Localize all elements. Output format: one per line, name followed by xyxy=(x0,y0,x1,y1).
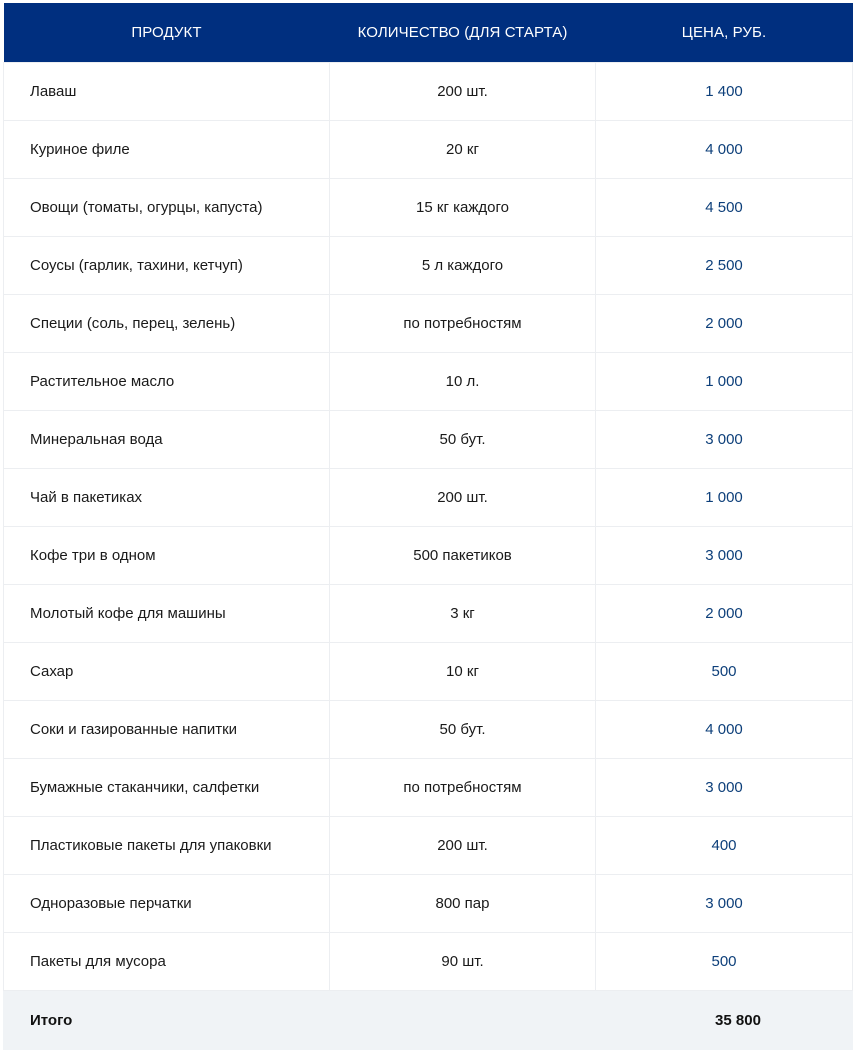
product-cell: Молотый кофе для машины xyxy=(4,585,330,643)
quantity-cell: 200 шт. xyxy=(330,469,596,527)
table-row xyxy=(4,63,853,121)
table-row xyxy=(4,643,853,701)
total-value: 35 800 xyxy=(596,991,853,1050)
table-row xyxy=(4,121,853,179)
quantity-cell: 200 шт. xyxy=(330,817,596,875)
quantity-cell: 5 л каждого xyxy=(330,237,596,295)
product-cell: Пластиковые пакеты для упаковки xyxy=(4,817,330,875)
product-cell: Специи (соль, перец, зелень) xyxy=(4,295,330,353)
price-cell: 3 000 xyxy=(596,875,853,933)
quantity-cell: по потребностям xyxy=(330,759,596,817)
price-cell: 3 000 xyxy=(596,411,853,469)
total-row xyxy=(4,991,853,1050)
table-row xyxy=(4,179,853,237)
table-body xyxy=(4,63,853,1050)
total-label: Итого xyxy=(4,991,330,1050)
price-cell: 4 500 xyxy=(596,179,853,237)
price-cell: 500 xyxy=(596,643,853,701)
price-cell: 1 000 xyxy=(596,353,853,411)
startup-costs-table xyxy=(3,3,853,1050)
product-cell: Куриное филе xyxy=(4,121,330,179)
price-cell: 2 000 xyxy=(596,295,853,353)
price-cell: 500 xyxy=(596,933,853,991)
product-cell: Овощи (томаты, огурцы, капуста) xyxy=(4,179,330,237)
product-cell: Пакеты для мусора xyxy=(4,933,330,991)
price-cell: 1 000 xyxy=(596,469,853,527)
price-cell: 4 000 xyxy=(596,121,853,179)
price-cell: 400 xyxy=(596,817,853,875)
product-cell: Минеральная вода xyxy=(4,411,330,469)
header-row xyxy=(4,3,853,63)
table-row xyxy=(4,875,853,933)
table-row xyxy=(4,933,853,991)
quantity-cell: 90 шт. xyxy=(330,933,596,991)
quantity-cell: 10 кг xyxy=(330,643,596,701)
quantity-cell: 15 кг каждого xyxy=(330,179,596,237)
quantity-cell: 500 пакетиков xyxy=(330,527,596,585)
quantity-cell: 200 шт. xyxy=(330,63,596,121)
table-row xyxy=(4,411,853,469)
table-row xyxy=(4,527,853,585)
table-row xyxy=(4,353,853,411)
price-cell: 3 000 xyxy=(596,527,853,585)
table-row xyxy=(4,701,853,759)
product-cell: Растительное масло xyxy=(4,353,330,411)
table-row xyxy=(4,237,853,295)
column-header-price: ЦЕНА, РУБ. xyxy=(596,3,853,63)
quantity-cell: 3 кг xyxy=(330,585,596,643)
price-cell: 2 500 xyxy=(596,237,853,295)
quantity-cell: 50 бут. xyxy=(330,701,596,759)
table-row xyxy=(4,759,853,817)
price-cell: 1 400 xyxy=(596,63,853,121)
column-header-quantity: КОЛИЧЕСТВО (ДЛЯ СТАРТА) xyxy=(330,3,596,63)
quantity-cell: 50 бут. xyxy=(330,411,596,469)
product-cell: Чай в пакетиках xyxy=(4,469,330,527)
table-row xyxy=(4,817,853,875)
product-cell: Бумажные стаканчики, салфетки xyxy=(4,759,330,817)
table-header xyxy=(4,3,853,63)
quantity-cell: 10 л. xyxy=(330,353,596,411)
quantity-cell: 20 кг xyxy=(330,121,596,179)
price-cell: 3 000 xyxy=(596,759,853,817)
price-cell: 2 000 xyxy=(596,585,853,643)
price-cell: 4 000 xyxy=(596,701,853,759)
table-row xyxy=(4,295,853,353)
startup-costs-table-container xyxy=(3,3,852,1050)
quantity-cell: по потребностям xyxy=(330,295,596,353)
product-cell: Кофе три в одном xyxy=(4,527,330,585)
table-row xyxy=(4,469,853,527)
total-empty-cell xyxy=(330,991,596,1050)
table-row xyxy=(4,585,853,643)
product-cell: Лаваш xyxy=(4,63,330,121)
product-cell: Сахар xyxy=(4,643,330,701)
quantity-cell: 800 пар xyxy=(330,875,596,933)
column-header-product: ПРОДУКТ xyxy=(4,3,330,63)
product-cell: Одноразовые перчатки xyxy=(4,875,330,933)
product-cell: Соки и газированные напитки xyxy=(4,701,330,759)
product-cell: Соусы (гарлик, тахини, кетчуп) xyxy=(4,237,330,295)
